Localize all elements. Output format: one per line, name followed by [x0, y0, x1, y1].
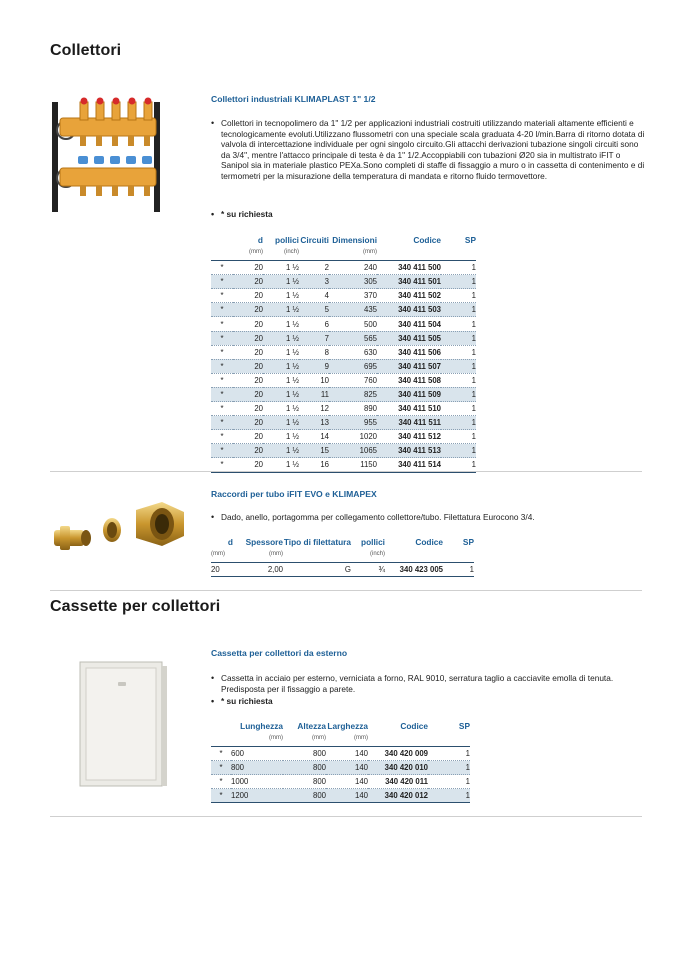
- table-cell: 1: [441, 359, 476, 373]
- table-cell: 340 411 513: [377, 444, 441, 458]
- table-cell: 2: [299, 261, 329, 275]
- table-cell: 1: [441, 331, 476, 345]
- table-cell: *: [211, 430, 233, 444]
- table-cell: 340 420 012: [368, 789, 428, 803]
- col-header-codice: Codice: [413, 235, 441, 245]
- table-cell: 340 411 504: [377, 317, 441, 331]
- unit-pollici: (inch): [351, 547, 385, 563]
- table-cell: 1 ½: [263, 331, 299, 345]
- manifold-image: [50, 92, 162, 212]
- table-cell: 20: [233, 387, 263, 401]
- table-cell: 500: [329, 317, 377, 331]
- table-cell: 10: [299, 373, 329, 387]
- table-cell: 20: [233, 289, 263, 303]
- table-row: [211, 289, 476, 303]
- unit-lunghezza: (mm): [231, 731, 283, 747]
- table-cell: 1 ½: [263, 317, 299, 331]
- col-header-circuiti: Circuiti: [300, 235, 329, 245]
- product-subtitle-cassetta: Cassetta per collettori da esterno: [211, 648, 348, 658]
- table-cell: 800: [283, 789, 326, 803]
- table-cell: 1 ½: [263, 261, 299, 275]
- unit-larghezza: (mm): [326, 731, 368, 747]
- table-cell: 20: [233, 317, 263, 331]
- table-cell: 13: [299, 416, 329, 430]
- cassetta-table: [211, 721, 470, 803]
- divider: [50, 590, 642, 591]
- table-row: [211, 345, 476, 359]
- table-cell: 800: [283, 761, 326, 775]
- table-cell: 20: [233, 402, 263, 416]
- table-cell: 1 ½: [263, 387, 299, 401]
- table-cell: 140: [326, 761, 368, 775]
- table-cell: 1: [441, 444, 476, 458]
- table-cell: *: [211, 345, 233, 359]
- table-cell: 1065: [329, 444, 377, 458]
- col-header-tipo-filettatura: Tipo di filettatura: [283, 537, 351, 547]
- divider: [50, 471, 642, 472]
- table-cell: 20: [233, 345, 263, 359]
- table-cell: 4: [299, 289, 329, 303]
- table-cell: 1: [428, 789, 470, 803]
- table-row: [211, 416, 476, 430]
- table-cell: *: [211, 747, 231, 761]
- table-cell: 630: [329, 345, 377, 359]
- table-cell: 1: [441, 387, 476, 401]
- table-cell: 14: [299, 430, 329, 444]
- table-cell: 370: [329, 289, 377, 303]
- unit-d: (mm): [233, 245, 263, 261]
- table-cell: 760: [329, 373, 377, 387]
- col-header-dimensioni: Dimensioni: [332, 235, 377, 245]
- table-cell: 340 411 507: [377, 359, 441, 373]
- table-cell: 20: [233, 275, 263, 289]
- table-cell: 1: [441, 289, 476, 303]
- unit-altezza: (mm): [283, 731, 326, 747]
- table-cell: *: [211, 789, 231, 803]
- table-cell: *: [211, 416, 233, 430]
- raccordi-table: [211, 537, 474, 577]
- table-cell: 2,00: [233, 563, 283, 577]
- divider: [50, 816, 642, 817]
- table-cell: 1 ½: [263, 402, 299, 416]
- table-cell: 1200: [231, 789, 283, 803]
- table-cell: *: [211, 458, 233, 472]
- table-cell: 340 420 011: [368, 775, 428, 789]
- table-row: [211, 563, 474, 577]
- table-cell: 1: [428, 775, 470, 789]
- table-cell: 890: [329, 402, 377, 416]
- table-cell: 1: [441, 402, 476, 416]
- table-cell: 1 ½: [263, 373, 299, 387]
- table-cell: 340 411 514: [377, 458, 441, 472]
- table-cell: 1150: [329, 458, 377, 472]
- col-header-larghezza: Larghezza: [327, 721, 368, 731]
- raccordi-table-body: [211, 563, 474, 577]
- table-cell: 20: [233, 331, 263, 345]
- product-description-klimaplast: • Collettori in tecnopolimero da 1" 1/2 per applicazioni industriali costruiti utilizzando materiali altamente efficienti e tecnologicamente evoluti.Utilizzano flussometri con una speciale scala graduata 4-20 l/min.Barra di ritorno dotata di valvola di intercettazione individuale per ogni singolo circuito.Gli attacchi derivazioni tubazione singoli circuiti sono da 3/4", mentre l'attacco principale di testa è da 1" 1/2.Accoppiabili con tubazioni Ø20 sia in multistrato iFIT o Sanipol sia in materiale plastico PEXa.Sono completi di staffe di fissaggio a muro o in cassetta di contenimento e di termometri per la misurazione della temperatura di mandata e ritorno fluido termovettore.: [211, 118, 646, 182]
- table-cell: 16: [299, 458, 329, 472]
- unit-pollici: (inch): [263, 245, 299, 261]
- table-cell: 20: [233, 303, 263, 317]
- table-cell: 11: [299, 387, 329, 401]
- table-cell: 20: [233, 373, 263, 387]
- table-cell: 1 ½: [263, 359, 299, 373]
- table-cell: 20: [233, 416, 263, 430]
- col-header-pollici: pollici: [361, 537, 385, 547]
- table-cell: 1020: [329, 430, 377, 444]
- table-row: [211, 430, 476, 444]
- col-header-sp: SP: [464, 235, 476, 245]
- table-cell: 20: [211, 563, 233, 577]
- table-cell: 3: [299, 275, 329, 289]
- table-cell: *: [211, 373, 233, 387]
- table-cell: 140: [326, 775, 368, 789]
- table-cell: 240: [329, 261, 377, 275]
- table-row: [211, 747, 470, 761]
- table-cell: 1: [441, 373, 476, 387]
- table-row: [211, 775, 470, 789]
- table-cell: *: [211, 444, 233, 458]
- fittings-image: [52, 490, 187, 565]
- table-cell: 1: [441, 430, 476, 444]
- table-row: [211, 387, 476, 401]
- table-cell: 340 420 009: [368, 747, 428, 761]
- table-cell: 825: [329, 387, 377, 401]
- table-row: [211, 359, 476, 373]
- table-cell: 1 ½: [263, 458, 299, 472]
- unit-dimensioni: (mm): [329, 245, 377, 261]
- unit-d: (mm): [211, 547, 233, 563]
- note-su-richiesta: • * su richiesta: [211, 696, 421, 707]
- table-cell: 1: [441, 303, 476, 317]
- col-header-d: d: [227, 537, 233, 547]
- table-cell: 1 ½: [263, 416, 299, 430]
- unit-spessore: (mm): [233, 547, 283, 563]
- col-header-spessore: Spessore: [245, 537, 283, 547]
- table-row: [211, 275, 476, 289]
- table-cell: 140: [326, 789, 368, 803]
- table-cell: *: [211, 331, 233, 345]
- table-cell: 340 411 511: [377, 416, 441, 430]
- table-cell: *: [211, 317, 233, 331]
- product-subtitle-raccordi: Raccordi per tubo iFIT EVO e KLIMAPEX: [211, 489, 377, 499]
- table-cell: 1: [428, 761, 470, 775]
- table-cell: 140: [326, 747, 368, 761]
- table-row: [211, 317, 476, 331]
- table-cell: 5: [299, 303, 329, 317]
- table-row: [211, 331, 476, 345]
- table-cell: 565: [329, 331, 377, 345]
- table-cell: ¾: [351, 563, 385, 577]
- table-cell: 1 ½: [263, 345, 299, 359]
- table-cell: *: [211, 402, 233, 416]
- table-cell: *: [211, 359, 233, 373]
- table-cell: 20: [233, 444, 263, 458]
- table-cell: *: [211, 387, 233, 401]
- table-cell: 1 ½: [263, 303, 299, 317]
- table-cell: *: [211, 289, 233, 303]
- table-cell: G: [283, 563, 351, 577]
- table-cell: 305: [329, 275, 377, 289]
- table-cell: 6: [299, 317, 329, 331]
- table-cell: *: [211, 303, 233, 317]
- table-cell: 340 411 512: [377, 430, 441, 444]
- table-cell: 340 411 501: [377, 275, 441, 289]
- section-title-collettori: Collettori: [50, 42, 122, 59]
- col-header-d: d: [257, 235, 263, 245]
- table-cell: 435: [329, 303, 377, 317]
- table-cell: 1000: [231, 775, 283, 789]
- table-cell: 340 411 506: [377, 345, 441, 359]
- section-title-cassette: Cassette per collettori: [50, 598, 221, 615]
- table-row: [211, 444, 476, 458]
- table-row: [211, 761, 470, 775]
- table-cell: 15: [299, 444, 329, 458]
- table-cell: 340 411 505: [377, 331, 441, 345]
- product-description-raccordi: • Dado, anello, portagomma per collegamento collettore/tubo. Filettatura Eurocono 3/4.: [211, 512, 641, 523]
- cabinet-image: [78, 660, 168, 790]
- table-cell: 1 ½: [263, 444, 299, 458]
- table-cell: 695: [329, 359, 377, 373]
- table-cell: 1: [441, 261, 476, 275]
- table-cell: 1: [441, 458, 476, 472]
- note-su-richiesta: • * su richiesta: [211, 209, 421, 220]
- table-row: [211, 261, 476, 275]
- table-row: [211, 789, 470, 803]
- col-header-pollici: pollici: [275, 235, 299, 245]
- table-row: [211, 303, 476, 317]
- table-cell: 1: [441, 275, 476, 289]
- table-cell: 20: [233, 261, 263, 275]
- product-description-cassetta: • Cassetta in acciaio per esterno, verniciata a forno, RAL 9010, serratura taglio a cacciavite emolla di tenuta. Predisposta per il fissaggio a parete.: [211, 673, 631, 694]
- table-cell: 20: [233, 359, 263, 373]
- table-row: [211, 402, 476, 416]
- table-cell: *: [211, 261, 233, 275]
- table-cell: 340 411 500: [377, 261, 441, 275]
- col-header-sp: SP: [458, 721, 470, 731]
- table-cell: 340 411 508: [377, 373, 441, 387]
- col-header-altezza: Altezza: [297, 721, 326, 731]
- col-header-sp: SP: [462, 537, 474, 547]
- table-cell: 1 ½: [263, 289, 299, 303]
- table-cell: 9: [299, 359, 329, 373]
- table-cell: 955: [329, 416, 377, 430]
- col-header-codice: Codice: [415, 537, 443, 547]
- table-cell: 340 411 509: [377, 387, 441, 401]
- col-header-codice: Codice: [400, 721, 428, 731]
- table-cell: 1: [443, 563, 474, 577]
- table-cell: 340 411 503: [377, 303, 441, 317]
- product-subtitle-klimaplast: Collettori industriali KLIMAPLAST 1" 1/2: [211, 94, 376, 104]
- cassetta-table-body: [211, 747, 470, 803]
- table-cell: 340 411 510: [377, 402, 441, 416]
- table-cell: 20: [233, 430, 263, 444]
- table-cell: 340 420 010: [368, 761, 428, 775]
- table-cell: 1: [441, 416, 476, 430]
- table-cell: 340 411 502: [377, 289, 441, 303]
- table-cell: 340 423 005: [385, 563, 443, 577]
- table-cell: 8: [299, 345, 329, 359]
- klimaplast-table-body: [211, 261, 476, 472]
- table-cell: 800: [283, 747, 326, 761]
- table-cell: 800: [231, 761, 283, 775]
- table-cell: 20: [233, 458, 263, 472]
- klimaplast-table: [211, 235, 476, 473]
- table-cell: *: [211, 775, 231, 789]
- table-cell: 1 ½: [263, 275, 299, 289]
- table-cell: 1: [441, 317, 476, 331]
- col-header-lunghezza: Lunghezza: [240, 721, 283, 731]
- table-cell: 1 ½: [263, 430, 299, 444]
- table-cell: *: [211, 275, 233, 289]
- table-row: [211, 458, 476, 472]
- table-cell: 1: [441, 345, 476, 359]
- table-cell: 1: [428, 747, 470, 761]
- table-row: [211, 373, 476, 387]
- table-cell: 7: [299, 331, 329, 345]
- table-cell: *: [211, 761, 231, 775]
- table-cell: 800: [283, 775, 326, 789]
- table-cell: 600: [231, 747, 283, 761]
- table-cell: 12: [299, 402, 329, 416]
